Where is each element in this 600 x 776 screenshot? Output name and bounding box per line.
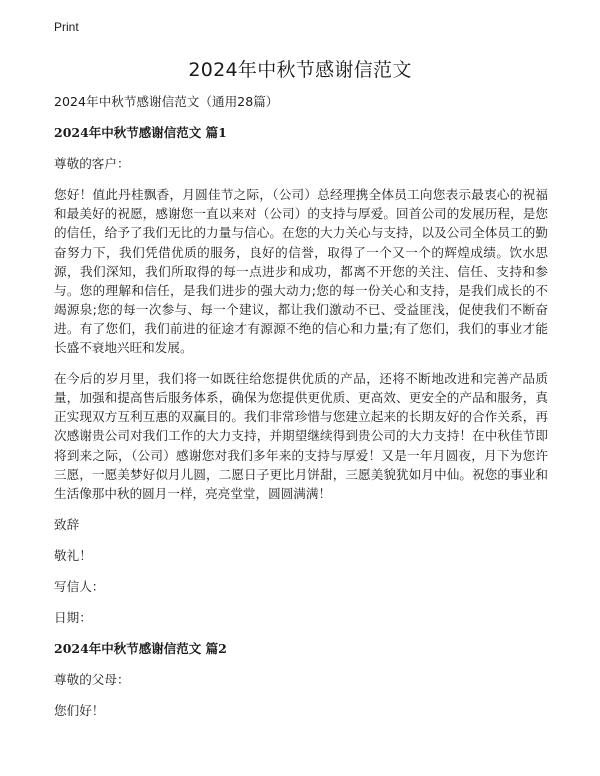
signer-label: 写信人：	[54, 578, 105, 594]
paragraph: 在今后的岁月里，我们将一如既往给您提供优质的产品，还将不断地改进和完善产品质量，加强和提高售后服务体系，确保为您提供更优质、更高效、更安全的产品和服务，真正实现双方互利互惠的双赢目的。我们非常珍惜与您建立起来的长期友好的合作关系，再次感谢贵公司对我们工作的大力支持，并期望继续得到贵公司的大力支持！在中秋佳节即将到来之际，（公司）感谢您对我们多年来的支持与厚爱！又是一年月圆夜，月下为您许三愿，一愿美梦好似月儿圆，二愿日子更比月饼甜，三愿美貌犹如月中仙。祝您的事业和生活像那中秋的圆月一样，亮亮堂堂，圆圆满满！	[54, 371, 548, 501]
paragraph: 您好！值此丹桂飘香，月圆佳节之际，（公司）总经理携全体员工向您表示最衷心的祝福和最美好的祝愿，感谢您一直以来对（公司）的支持与厚爱。回首公司的发展历程，是您的信任，给予了我们无比的力量与信心。在您的大力关心与支持，以及公司全体员工的勤奋努力下，我们凭借优质的服务，良好的信誉，取得了一个又一个的辉煌成绩。饮水思源，我们深知，我们所取得的每一点进步和成功，都离不开您的关注、信任、支持和参与。您的理解和信任，是我们进步的强大动力;您的每一份关心和支持，是我们成长的不竭源泉;您的每一次参与、每一个建议，都让我们激动不已、受益匪浅，促使我们不断奋进。有了您们，我们前进的征途才有源源不绝的信心和力量;有了您们，我们的事业才能长盛不衰地兴旺和发展。	[54, 187, 548, 356]
print-link[interactable]: Print	[54, 20, 79, 34]
closing-text: 致辞	[54, 516, 80, 532]
salutation: 尊敬的父母：	[54, 672, 130, 688]
closing-salute: 敬礼！	[54, 547, 92, 563]
greeting: 您们好！	[54, 703, 105, 719]
salutation: 尊敬的客户：	[54, 156, 130, 172]
section-heading: 2024年中秋节感谢信范文 篇1	[54, 125, 227, 141]
date-label: 日期：	[54, 610, 92, 626]
section-heading: 2024年中秋节感谢信范文 篇2	[54, 641, 227, 657]
document-body	[54, 92, 548, 732]
document-subtitle: 2024年中秋节感谢信范文（通用28篇）	[54, 94, 279, 109]
page-title: 2024年中秋节感谢信范文	[188, 59, 412, 81]
